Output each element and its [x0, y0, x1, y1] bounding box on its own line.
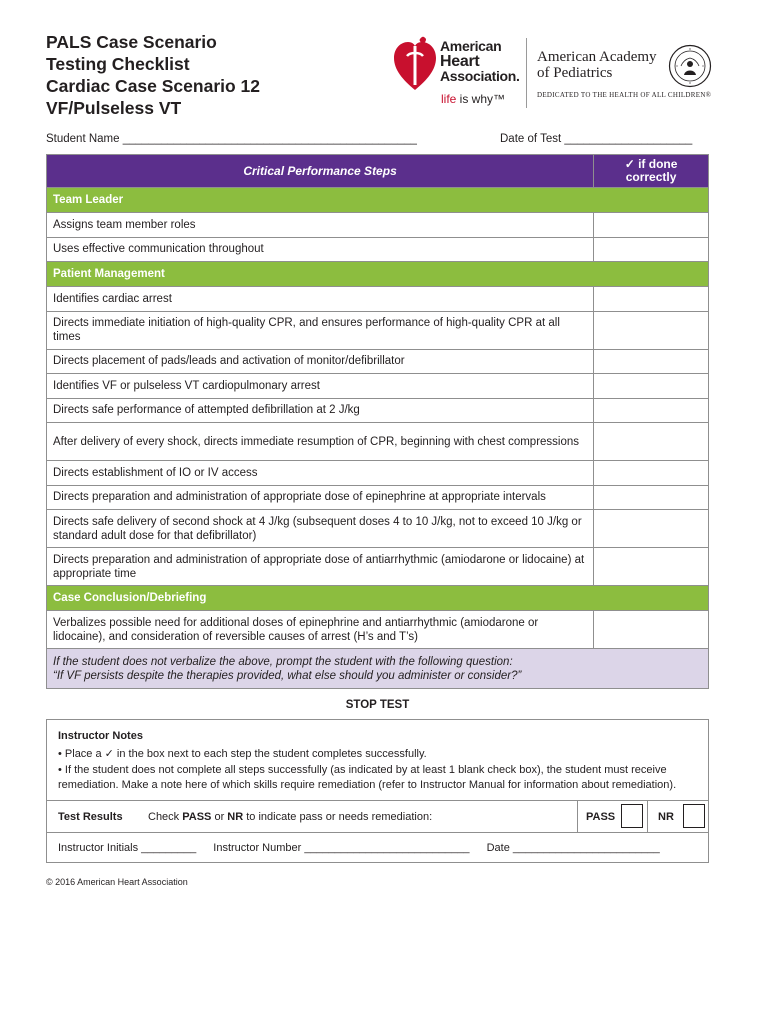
step-text: After delivery of every shock, directs immediate resumption of CPR, beginning with chest compressions — [47, 423, 594, 461]
aha-tagline-life: life — [441, 92, 457, 106]
aha-name-line-3: Association. — [440, 67, 520, 84]
header-critical-steps: Critical Performance Steps — [47, 155, 594, 188]
critical-steps-table — [46, 154, 709, 689]
header-if-done: ✓ if done correctly — [594, 155, 709, 188]
table-row — [47, 461, 709, 486]
nr-cell — [647, 800, 708, 832]
pass-label: PASS — [586, 811, 616, 823]
step-text: Directs immediate initiation of high-quality CPR, and ensures performance of high-quality CPR at all times — [47, 311, 594, 349]
table-row — [47, 287, 709, 312]
aha-tagline-rest: is why™ — [456, 92, 506, 106]
table-row — [47, 311, 709, 349]
step-checkbox[interactable] — [594, 213, 709, 238]
step-text: Directs placement of pads/leads and activation of monitor/defibrillator — [47, 349, 594, 374]
step-text: Assigns team member roles — [47, 213, 594, 238]
step-text: Directs safe delivery of second shock at 4 J/kg (subsequent doses 4 to 10 J/kg, not to exceed 10 J/kg or standard adult dose for that defibrillator) — [47, 510, 594, 548]
step-checkbox[interactable] — [594, 611, 709, 649]
table-row — [47, 548, 709, 586]
section-team-leader — [47, 188, 709, 213]
table-row — [47, 349, 709, 374]
logo-divider — [526, 38, 527, 108]
aap-name — [537, 50, 657, 81]
aha-name-line-2: Heart — [440, 52, 480, 70]
results-or-text: or — [211, 811, 228, 823]
instructor-info-row — [58, 842, 674, 854]
pass-checkbox[interactable] — [621, 804, 643, 828]
step-text: Identifies VF or pulseless VT cardiopulmonary arrest — [47, 374, 594, 399]
results-tail-text: to indicate pass or needs remediation: — [243, 811, 433, 823]
section-label: Case Conclusion/Debriefing — [47, 586, 709, 611]
step-text: Uses effective communication throughout — [47, 237, 594, 262]
date-of-test-field[interactable]: Date of Test ____________________ — [500, 133, 693, 145]
table-row — [47, 237, 709, 262]
nr-label: NR — [658, 811, 674, 823]
step-checkbox[interactable] — [594, 485, 709, 510]
table-row — [47, 374, 709, 399]
step-checkbox[interactable] — [594, 398, 709, 423]
instructor-notes-box — [46, 719, 709, 863]
aha-logo — [393, 36, 528, 108]
instructor-number-field[interactable]: Instructor Number ___________________________ — [213, 842, 470, 854]
table-row — [47, 510, 709, 548]
stop-test-label: STOP TEST — [345, 699, 410, 711]
section-label: Team Leader — [47, 188, 709, 213]
instructor-notes-title: Instructor Notes — [58, 730, 143, 742]
test-results-label: Test Results — [58, 811, 123, 823]
table-row — [47, 611, 709, 649]
step-checkbox[interactable] — [594, 287, 709, 312]
prompt-line-1: If the student does not verbalize the above, prompt the student with the following question: — [53, 655, 513, 668]
step-text: Directs preparation and administration of appropriate dose of epinephrine at appropriate intervals — [47, 485, 594, 510]
table-row — [47, 485, 709, 510]
aha-heart-torch-icon — [393, 36, 437, 92]
step-text: Directs establishment of IO or IV access — [47, 461, 594, 486]
table-row — [47, 423, 709, 461]
step-text: Identifies cardiac arrest — [47, 287, 594, 312]
aap-logo — [535, 44, 725, 104]
test-results-instruction — [148, 811, 432, 823]
results-check-text: Check — [148, 811, 183, 823]
aha-name-line-1: American — [440, 38, 502, 54]
aap-seal-icon — [668, 44, 712, 88]
step-checkbox[interactable] — [594, 423, 709, 461]
aha-tagline — [441, 92, 505, 106]
section-case-conclusion — [47, 586, 709, 611]
step-checkbox[interactable] — [594, 374, 709, 399]
title-line-4: VF/Pulseless VT — [46, 98, 182, 118]
step-text: Verbalizes possible need for additional doses of epinephrine and antiarrhythmic (amiodarone or lidocaine), and consideration of reversible causes of arrest (H’s and T’s) — [47, 611, 594, 649]
instructor-note-2: • If the student does not complete all steps successfully (as indicated by at least 1 blank check box), the student must receive remediation. Make a note here of which skills require remediation (refer to Instructor Manual for information about remediation). — [58, 764, 677, 791]
instructor-initials-field[interactable]: Instructor Initials _________ — [58, 842, 197, 854]
step-checkbox[interactable] — [594, 461, 709, 486]
pass-cell — [577, 800, 647, 832]
title-line-2: Testing Checklist — [46, 54, 190, 74]
prompt-row — [47, 649, 709, 689]
step-checkbox[interactable] — [594, 510, 709, 548]
results-pass-word: PASS — [182, 811, 212, 823]
instructor-date-field[interactable]: Date ________________________ — [486, 842, 660, 854]
table-header-row — [47, 155, 709, 188]
prompt-text — [47, 649, 709, 689]
table-row — [47, 398, 709, 423]
step-checkbox[interactable] — [594, 349, 709, 374]
step-checkbox[interactable] — [594, 311, 709, 349]
divider — [47, 832, 708, 833]
step-checkbox[interactable] — [594, 548, 709, 586]
table-row — [47, 213, 709, 238]
student-name-field[interactable]: Student Name ______________________________________________ — [46, 133, 417, 145]
page-title — [46, 31, 346, 119]
section-label: Patient Management — [47, 262, 709, 287]
title-line-3: Cardiac Case Scenario 12 — [46, 76, 261, 96]
step-text: Directs preparation and administration of appropriate dose of antiarrhythmic (amiodarone or lidocaine) at appropriate time — [47, 548, 594, 586]
copyright-notice: © 2016 American Heart Association — [46, 877, 188, 887]
nr-checkbox[interactable] — [683, 804, 705, 828]
title-line-1: PALS Case Scenario — [46, 32, 217, 52]
aha-name — [440, 40, 520, 83]
results-nr-word: NR — [227, 811, 244, 823]
step-text: Directs safe performance of attempted defibrillation at 2 J/kg — [47, 398, 594, 423]
aap-tagline: DEDICATED TO THE HEALTH OF ALL CHILDREN® — [537, 91, 712, 99]
step-checkbox[interactable] — [594, 237, 709, 262]
prompt-line-2: “If VF persists despite the therapies provided, what else should you administer or consider?” — [53, 669, 522, 682]
instructor-note-1: • Place a ✓ in the box next to each step the student completes successfully. — [58, 748, 427, 760]
section-patient-management — [47, 262, 709, 287]
aap-name-line-1: American Academy — [537, 49, 657, 65]
aap-name-line-2: of Pediatrics — [537, 64, 613, 81]
